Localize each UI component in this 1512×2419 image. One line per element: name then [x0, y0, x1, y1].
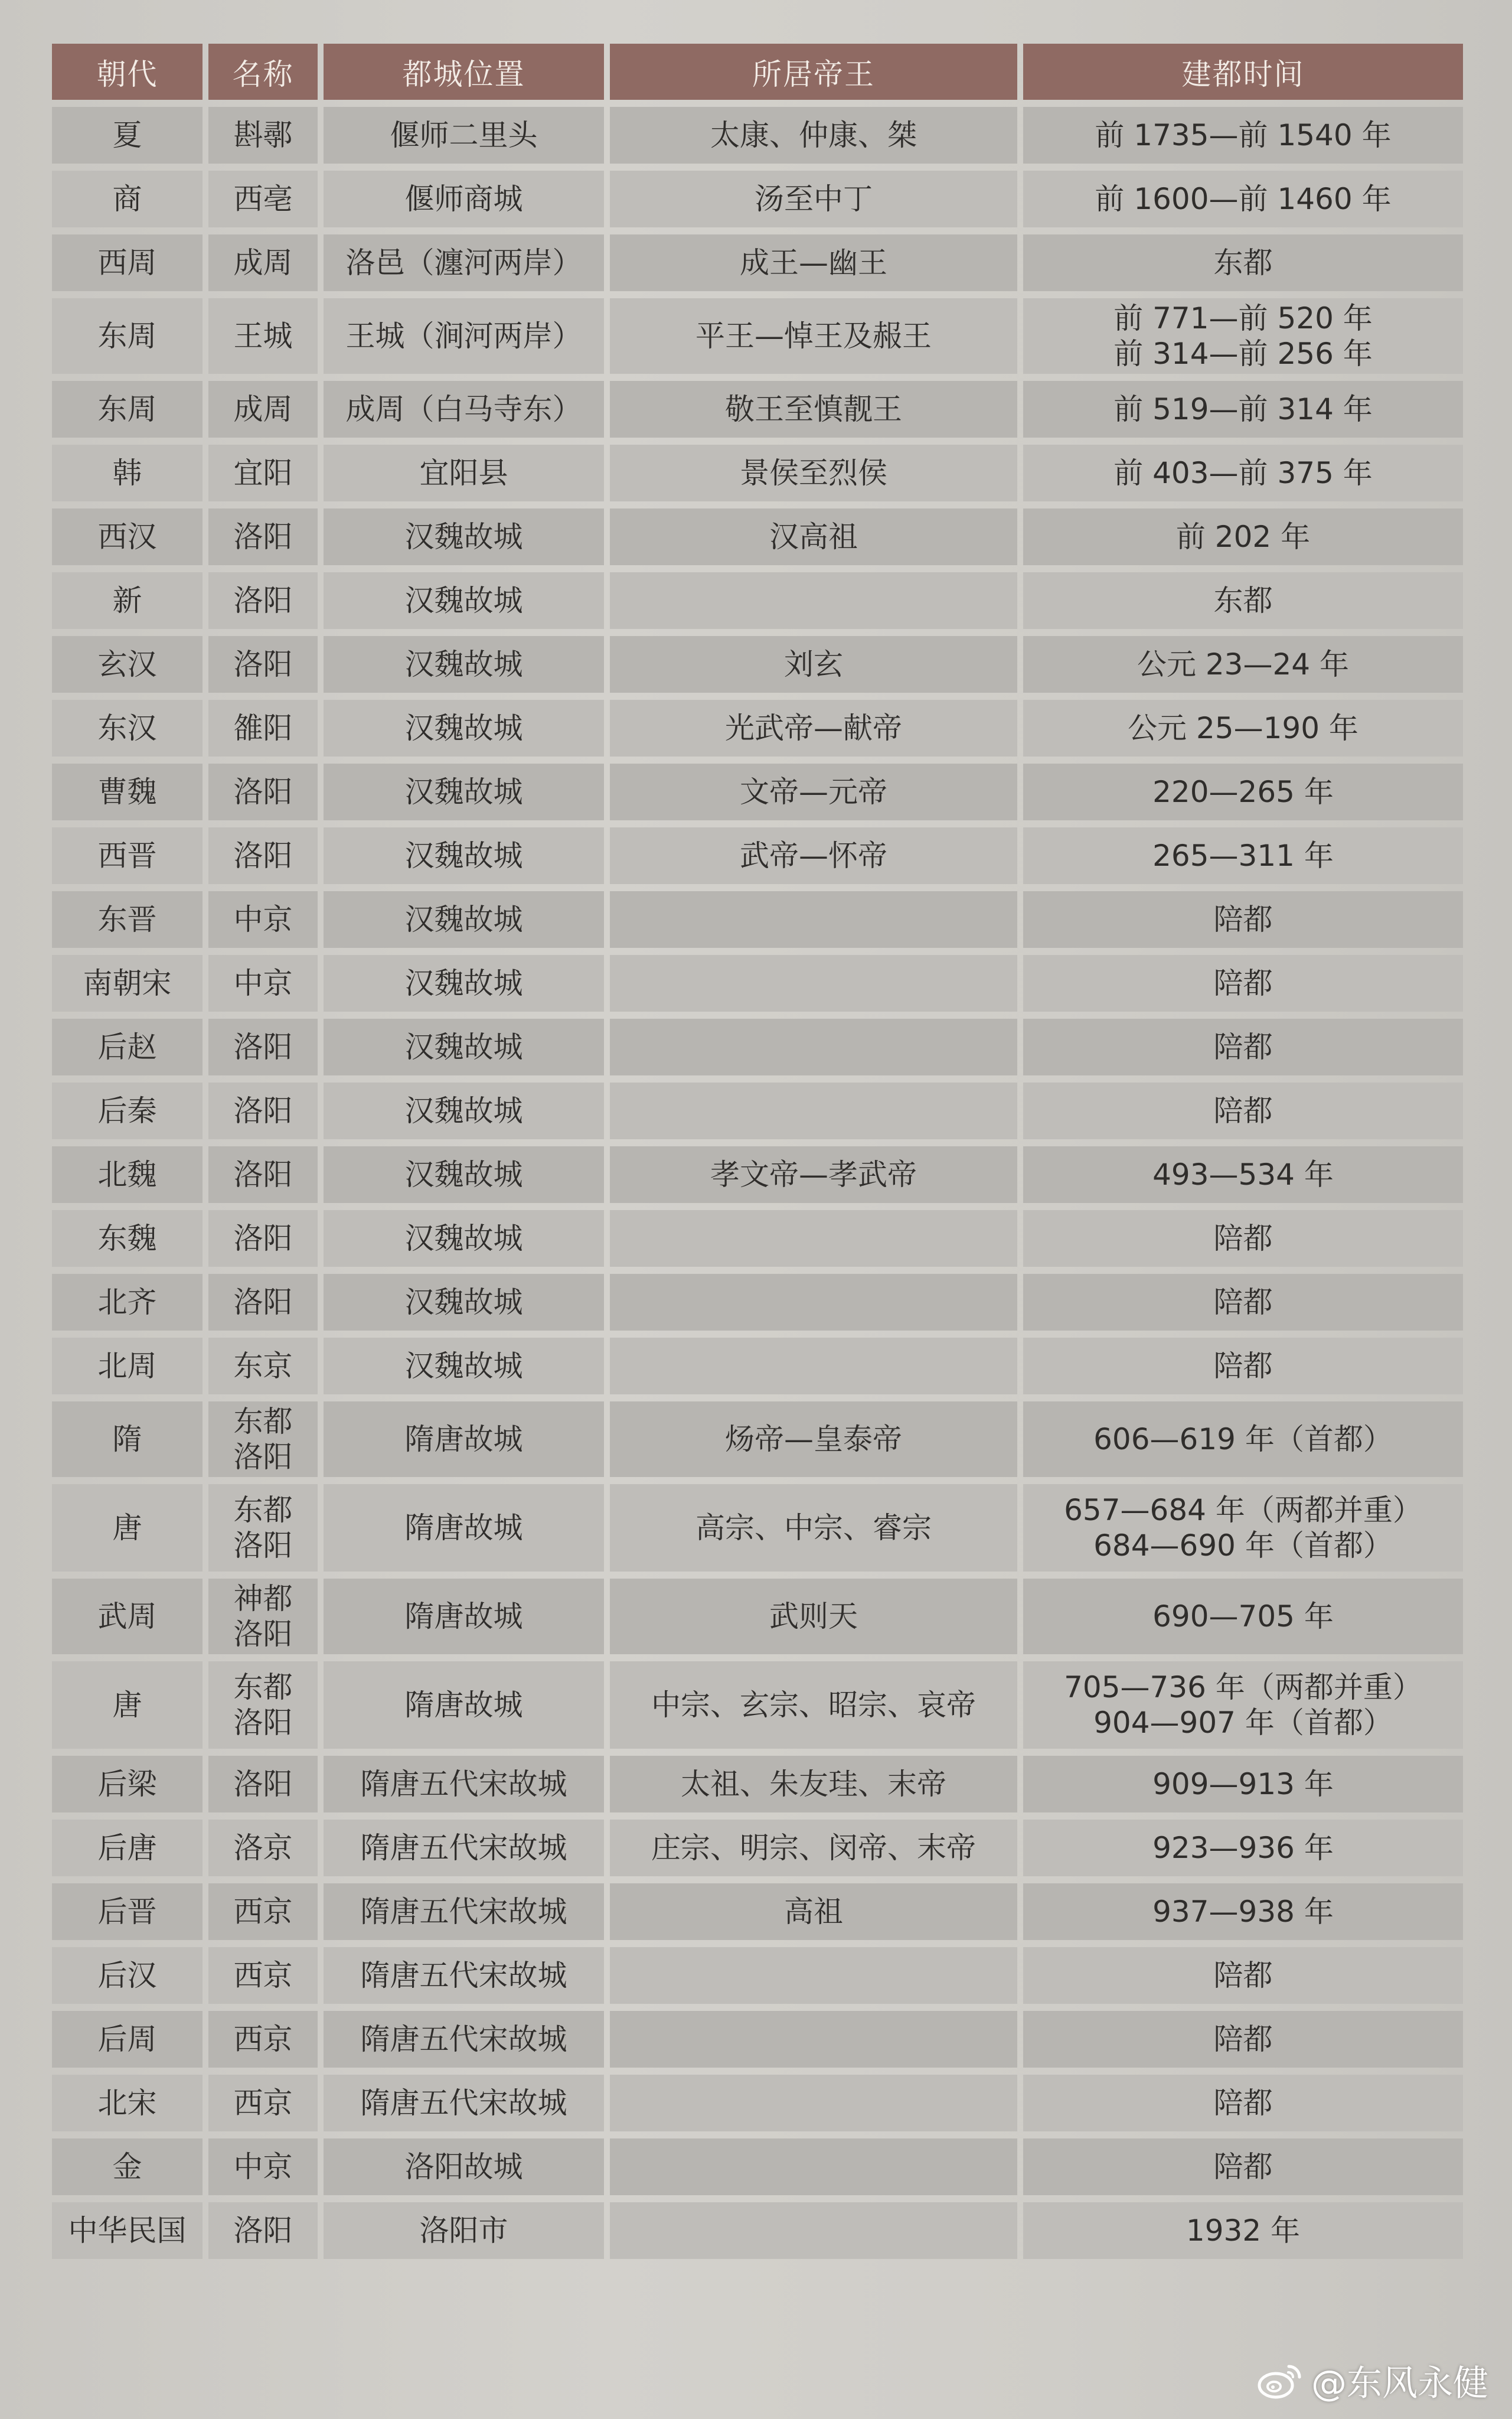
cell-period: 陪都	[1023, 2075, 1463, 2131]
cell-location: 隋唐五代宋故城	[324, 1947, 604, 2004]
cell-emperors: 刘玄	[610, 636, 1017, 693]
table-row	[52, 1146, 1463, 1203]
cell-name: 洛阳	[208, 508, 318, 565]
cell-dynasty: 南朝宋	[52, 955, 203, 1012]
cell-emperors	[610, 2202, 1017, 2259]
cell-location: 偃师二里头	[324, 107, 604, 164]
table-body	[52, 107, 1463, 2259]
cell-name: 成周	[208, 381, 318, 438]
cell-name: 王城	[208, 298, 318, 374]
cell-dynasty: 唐	[52, 1484, 203, 1572]
table-row	[52, 2138, 1463, 2195]
cell-period: 923—936 年	[1023, 1820, 1463, 1876]
cell-location: 洛阳市	[324, 2202, 604, 2259]
cell-name: 东都 洛阳	[208, 1661, 318, 1749]
table-row	[52, 1083, 1463, 1139]
cell-period: 前 403—前 375 年	[1023, 445, 1463, 501]
cell-name: 洛京	[208, 1820, 318, 1876]
cell-location: 成周（白马寺东）	[324, 381, 604, 438]
table-row	[52, 1484, 1463, 1572]
cell-location: 汉魏故城	[324, 1338, 604, 1394]
cell-period: 陪都	[1023, 2138, 1463, 2195]
cell-name: 洛阳	[208, 2202, 318, 2259]
cell-location: 汉魏故城	[324, 508, 604, 565]
cell-period: 前 202 年	[1023, 508, 1463, 565]
cell-location: 汉魏故城	[324, 572, 604, 629]
cell-period: 493—534 年	[1023, 1146, 1463, 1203]
table-row	[52, 1210, 1463, 1267]
cell-period: 陪都	[1023, 2011, 1463, 2068]
cell-location: 洛阳故城	[324, 2138, 604, 2195]
cell-emperors	[610, 2075, 1017, 2131]
cell-name: 洛阳	[208, 1019, 318, 1075]
cell-period: 909—913 年	[1023, 1756, 1463, 1812]
cell-dynasty: 金	[52, 2138, 203, 2195]
cell-dynasty: 北周	[52, 1338, 203, 1394]
table-row	[52, 1338, 1463, 1394]
cell-emperors	[610, 955, 1017, 1012]
cell-name: 斟鄩	[208, 107, 318, 164]
cell-emperors: 孝文帝—孝武帝	[610, 1146, 1017, 1203]
cell-period: 陪都	[1023, 1274, 1463, 1331]
cell-emperors: 炀帝—皇泰帝	[610, 1401, 1017, 1477]
cell-location: 隋唐五代宋故城	[324, 1756, 604, 1812]
table-row	[52, 955, 1463, 1012]
cell-emperors: 汉高祖	[610, 508, 1017, 565]
cell-period: 公元 25—190 年	[1023, 700, 1463, 757]
cell-location: 隋唐五代宋故城	[324, 2075, 604, 2131]
cell-name: 宜阳	[208, 445, 318, 501]
table-row	[52, 827, 1463, 884]
cell-dynasty: 东魏	[52, 1210, 203, 1267]
cell-dynasty: 东汉	[52, 700, 203, 757]
table-row	[52, 1019, 1463, 1075]
cell-emperors	[610, 1947, 1017, 2004]
cell-emperors: 太祖、朱友珪、末帝	[610, 1756, 1017, 1812]
table-header-row	[52, 44, 1463, 100]
header-location: 都城位置	[324, 44, 604, 100]
cell-name: 东京	[208, 1338, 318, 1394]
table-row	[52, 1274, 1463, 1331]
table-row	[52, 2011, 1463, 2068]
cell-emperors: 中宗、玄宗、昭宗、哀帝	[610, 1661, 1017, 1749]
cell-name: 洛阳	[208, 1210, 318, 1267]
cell-dynasty: 后秦	[52, 1083, 203, 1139]
cell-period: 陪都	[1023, 1947, 1463, 2004]
cell-period: 937—938 年	[1023, 1883, 1463, 1940]
cell-dynasty: 后唐	[52, 1820, 203, 1876]
capitals-table	[46, 37, 1469, 2266]
table-row	[52, 107, 1463, 164]
cell-location: 汉魏故城	[324, 827, 604, 884]
cell-dynasty: 隋	[52, 1401, 203, 1477]
cell-period: 东都	[1023, 234, 1463, 291]
cell-location: 隋唐五代宋故城	[324, 1820, 604, 1876]
cell-location: 汉魏故城	[324, 636, 604, 693]
weibo-icon	[1256, 2362, 1303, 2400]
cell-emperors: 高宗、中宗、睿宗	[610, 1484, 1017, 1572]
cell-dynasty: 玄汉	[52, 636, 203, 693]
cell-emperors	[610, 2138, 1017, 2195]
cell-location: 汉魏故城	[324, 1274, 604, 1331]
cell-location: 洛邑（瀍河两岸）	[324, 234, 604, 291]
cell-emperors: 太康、仲康、桀	[610, 107, 1017, 164]
cell-name: 西亳	[208, 171, 318, 227]
cell-location: 隋唐五代宋故城	[324, 2011, 604, 2068]
cell-emperors: 武则天	[610, 1579, 1017, 1654]
table-row	[52, 298, 1463, 374]
cell-emperors	[610, 1210, 1017, 1267]
cell-dynasty: 北宋	[52, 2075, 203, 2131]
cell-location: 王城（涧河两岸）	[324, 298, 604, 374]
cell-period: 前 1735—前 1540 年	[1023, 107, 1463, 164]
header-dynasty: 朝代	[52, 44, 203, 100]
cell-dynasty: 北魏	[52, 1146, 203, 1203]
table-row	[52, 636, 1463, 693]
cell-location: 偃师商城	[324, 171, 604, 227]
cell-period: 606—619 年（首都）	[1023, 1401, 1463, 1477]
cell-period: 陪都	[1023, 1338, 1463, 1394]
cell-name: 洛阳	[208, 1756, 318, 1812]
cell-emperors: 庄宗、明宗、闵帝、末帝	[610, 1820, 1017, 1876]
cell-dynasty: 西汉	[52, 508, 203, 565]
cell-name: 洛阳	[208, 1083, 318, 1139]
table-row	[52, 234, 1463, 291]
cell-dynasty: 后赵	[52, 1019, 203, 1075]
cell-location: 汉魏故城	[324, 764, 604, 820]
cell-name: 雒阳	[208, 700, 318, 757]
table-row	[52, 445, 1463, 501]
cell-emperors: 汤至中丁	[610, 171, 1017, 227]
cell-name: 洛阳	[208, 1146, 318, 1203]
cell-period: 陪都	[1023, 891, 1463, 948]
cell-emperors: 景侯至烈侯	[610, 445, 1017, 501]
table-row	[52, 508, 1463, 565]
cell-emperors	[610, 1274, 1017, 1331]
cell-dynasty: 东周	[52, 298, 203, 374]
cell-name: 洛阳	[208, 764, 318, 820]
cell-period: 东都	[1023, 572, 1463, 629]
cell-location: 汉魏故城	[324, 1146, 604, 1203]
cell-period: 1932 年	[1023, 2202, 1463, 2259]
cell-name: 成周	[208, 234, 318, 291]
cell-emperors: 成王—幽王	[610, 234, 1017, 291]
cell-dynasty: 后梁	[52, 1756, 203, 1812]
cell-dynasty: 北齐	[52, 1274, 203, 1331]
cell-location: 隋唐故城	[324, 1579, 604, 1654]
cell-emperors: 文帝—元帝	[610, 764, 1017, 820]
cell-name: 神都 洛阳	[208, 1579, 318, 1654]
cell-emperors	[610, 572, 1017, 629]
cell-emperors: 敬王至慎靓王	[610, 381, 1017, 438]
cell-period: 220—265 年	[1023, 764, 1463, 820]
header-name: 名称	[208, 44, 318, 100]
cell-location: 汉魏故城	[324, 1019, 604, 1075]
cell-period: 265—311 年	[1023, 827, 1463, 884]
cell-dynasty: 后晋	[52, 1883, 203, 1940]
cell-period: 前 519—前 314 年	[1023, 381, 1463, 438]
cell-period: 公元 23—24 年	[1023, 636, 1463, 693]
watermark	[1256, 2355, 1488, 2406]
cell-name: 东都 洛阳	[208, 1401, 318, 1477]
cell-name: 西京	[208, 2011, 318, 2068]
cell-emperors	[610, 1019, 1017, 1075]
table-row	[52, 1947, 1463, 2004]
cell-period: 陪都	[1023, 955, 1463, 1012]
table-row	[52, 381, 1463, 438]
cell-location: 隋唐故城	[324, 1401, 604, 1477]
cell-dynasty: 后周	[52, 2011, 203, 2068]
cell-location: 宜阳县	[324, 445, 604, 501]
header-emperors: 所居帝王	[610, 44, 1017, 100]
cell-emperors	[610, 891, 1017, 948]
cell-emperors: 光武帝—献帝	[610, 700, 1017, 757]
table-row	[52, 1756, 1463, 1812]
cell-name: 洛阳	[208, 1274, 318, 1331]
header-period: 建都时间	[1023, 44, 1463, 100]
cell-name: 西京	[208, 1947, 318, 2004]
table-row	[52, 764, 1463, 820]
cell-period: 陪都	[1023, 1210, 1463, 1267]
cell-name: 西京	[208, 2075, 318, 2131]
table-row	[52, 1661, 1463, 1749]
cell-name: 中京	[208, 955, 318, 1012]
cell-period: 690—705 年	[1023, 1579, 1463, 1654]
cell-location: 汉魏故城	[324, 891, 604, 948]
cell-dynasty: 东周	[52, 381, 203, 438]
table-row	[52, 700, 1463, 757]
cell-dynasty: 韩	[52, 445, 203, 501]
cell-period: 陪都	[1023, 1019, 1463, 1075]
cell-dynasty: 新	[52, 572, 203, 629]
cell-dynasty: 西晋	[52, 827, 203, 884]
cell-period: 前 1600—前 1460 年	[1023, 171, 1463, 227]
cell-name: 洛阳	[208, 572, 318, 629]
table-row	[52, 1401, 1463, 1477]
table-row	[52, 572, 1463, 629]
cell-emperors: 武帝—怀帝	[610, 827, 1017, 884]
cell-dynasty: 中华民国	[52, 2202, 203, 2259]
cell-emperors: 高祖	[610, 1883, 1017, 1940]
table-row	[52, 1883, 1463, 1940]
cell-name: 东都 洛阳	[208, 1484, 318, 1572]
cell-name: 洛阳	[208, 636, 318, 693]
table-row	[52, 171, 1463, 227]
cell-dynasty: 唐	[52, 1661, 203, 1749]
cell-dynasty: 曹魏	[52, 764, 203, 820]
cell-emperors	[610, 1338, 1017, 1394]
cell-location: 隋唐五代宋故城	[324, 1883, 604, 1940]
cell-location: 隋唐故城	[324, 1484, 604, 1572]
cell-name: 西京	[208, 1883, 318, 1940]
cell-location: 汉魏故城	[324, 1083, 604, 1139]
table-row	[52, 891, 1463, 948]
table-row	[52, 1820, 1463, 1876]
cell-period: 657—684 年（两都并重） 684—690 年（首都）	[1023, 1484, 1463, 1572]
cell-emperors: 平王—悼王及赧王	[610, 298, 1017, 374]
cell-dynasty: 商	[52, 171, 203, 227]
cell-dynasty: 武周	[52, 1579, 203, 1654]
cell-location: 汉魏故城	[324, 700, 604, 757]
watermark-text: @东风永健	[1311, 2363, 1488, 2404]
cell-period: 陪都	[1023, 1083, 1463, 1139]
cell-period: 705—736 年（两都并重） 904—907 年（首都）	[1023, 1661, 1463, 1749]
cell-emperors	[610, 2011, 1017, 2068]
cell-location: 隋唐故城	[324, 1661, 604, 1749]
cell-name: 中京	[208, 891, 318, 948]
cell-name: 洛阳	[208, 827, 318, 884]
cell-dynasty: 后汉	[52, 1947, 203, 2004]
table-row	[52, 1579, 1463, 1654]
cell-location: 汉魏故城	[324, 955, 604, 1012]
cell-period: 前 771—前 520 年 前 314—前 256 年	[1023, 298, 1463, 374]
cell-dynasty: 东晋	[52, 891, 203, 948]
cell-emperors	[610, 1083, 1017, 1139]
cell-dynasty: 夏	[52, 107, 203, 164]
table-row	[52, 2075, 1463, 2131]
table-row	[52, 2202, 1463, 2259]
cell-location: 汉魏故城	[324, 1210, 604, 1267]
cell-dynasty: 西周	[52, 234, 203, 291]
cell-name: 中京	[208, 2138, 318, 2195]
